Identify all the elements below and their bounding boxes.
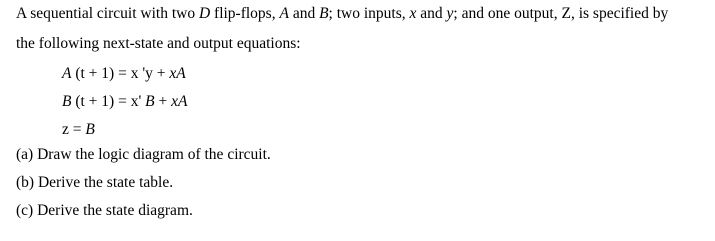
question-part-c: (c) Derive the state diagram. <box>16 202 193 219</box>
equation-b-rhs-var1: B <box>145 93 155 110</box>
intro-text: A sequential circuit with two <box>16 5 199 22</box>
intro-var-x: x <box>409 5 417 22</box>
equation-a-rhs-var: xA <box>169 65 186 82</box>
intro-text: ; two inputs, <box>328 5 410 22</box>
equation-z-lhs: z = <box>62 121 86 138</box>
equation-a-text: (t + 1) = x 'y + <box>71 65 170 82</box>
intro-var-a: A <box>279 5 289 22</box>
equation-b <box>62 93 187 111</box>
intro-text: ; and one output, Z, is specified by <box>453 5 669 22</box>
equation-a <box>62 65 186 83</box>
equation-b-lhs-var: B <box>62 93 72 110</box>
equation-a-lhs-var: A <box>62 65 72 82</box>
intro-var-d: D <box>198 5 211 22</box>
intro-var-y: y <box>446 5 454 22</box>
intro-text: and <box>288 5 320 22</box>
equation-b-rhs-var2: xA <box>171 93 188 110</box>
equation-z <box>62 121 95 139</box>
question-part-a: (a) Draw the logic diagram of the circuit. <box>16 146 271 163</box>
equation-b-plus: + <box>154 93 172 110</box>
intro-text: flip-flops, <box>210 5 280 22</box>
problem-intro-line-1 <box>16 5 668 23</box>
equation-b-text: (t + 1) = x' <box>71 93 146 110</box>
intro-var-b: B <box>319 5 329 22</box>
question-part-b: (b) Derive the state table. <box>16 174 174 191</box>
equation-z-rhs-var: B <box>85 121 95 138</box>
problem-intro-line-2: the following next-state and output equations: <box>16 35 301 52</box>
intro-text: and <box>416 5 447 22</box>
